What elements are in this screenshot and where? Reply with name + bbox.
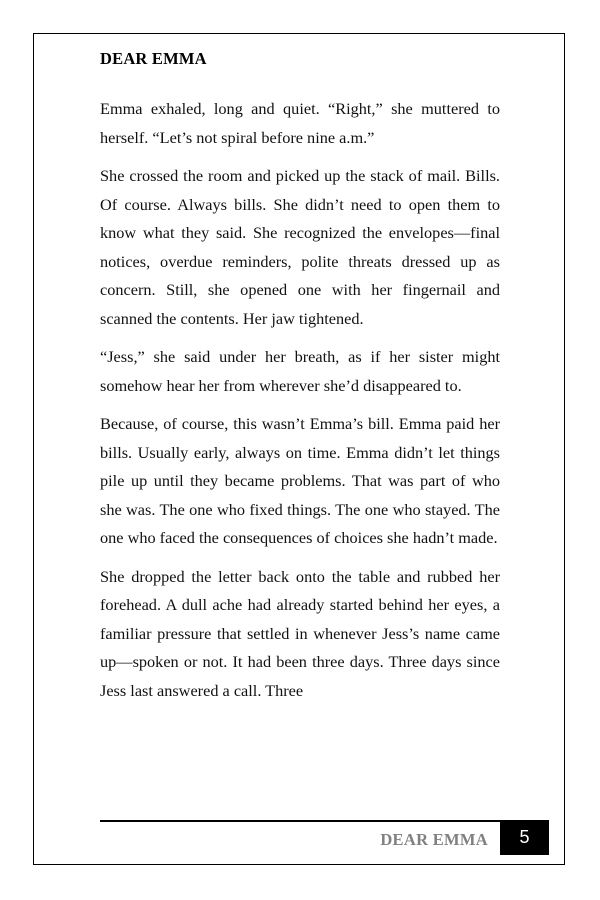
- running-header-title: DEAR EMMA: [100, 49, 207, 68]
- body-text: [100, 95, 500, 715]
- paragraph: “Jess,” she said under her breath, as if her sister might somehow hear her from wherever she’d disappeared to.: [100, 347, 500, 395]
- paragraph: Emma exhaled, long and quiet. “Right,” she muttered to herself. “Let’s not spiral before nine a.m.”: [100, 99, 500, 147]
- paragraph: She crossed the room and picked up the stack of mail. Bills. Of course. Always bills. She didn’t need to open them to know what they said. She recognized the envelopes—final notices, overdue reminders, polite threats dressed up as concern. Still, she opened one with her fingernail and scanned the contents. Her jaw tightened.: [100, 166, 500, 328]
- page-number: 5: [500, 820, 549, 855]
- footer-title: DEAR EMMA: [380, 830, 488, 849]
- paragraph: Because, of course, this wasn’t Emma’s bill. Emma paid her bills. Usually early, always on time. Emma didn’t let things pile up until they became problems. That was part of who she was. The one who fixed things. The one who stayed. The one who faced the consequences of choices she hadn’t made.: [100, 414, 500, 547]
- footer-rule: [100, 820, 500, 822]
- paragraph: She dropped the letter back onto the table and rubbed her forehead. A dull ache had already started behind her eyes, a familiar pressure that settled in whenever Jess’s name came up—spoken or not. It had been three days. Three days since Jess last answered a call. Three: [100, 566, 500, 700]
